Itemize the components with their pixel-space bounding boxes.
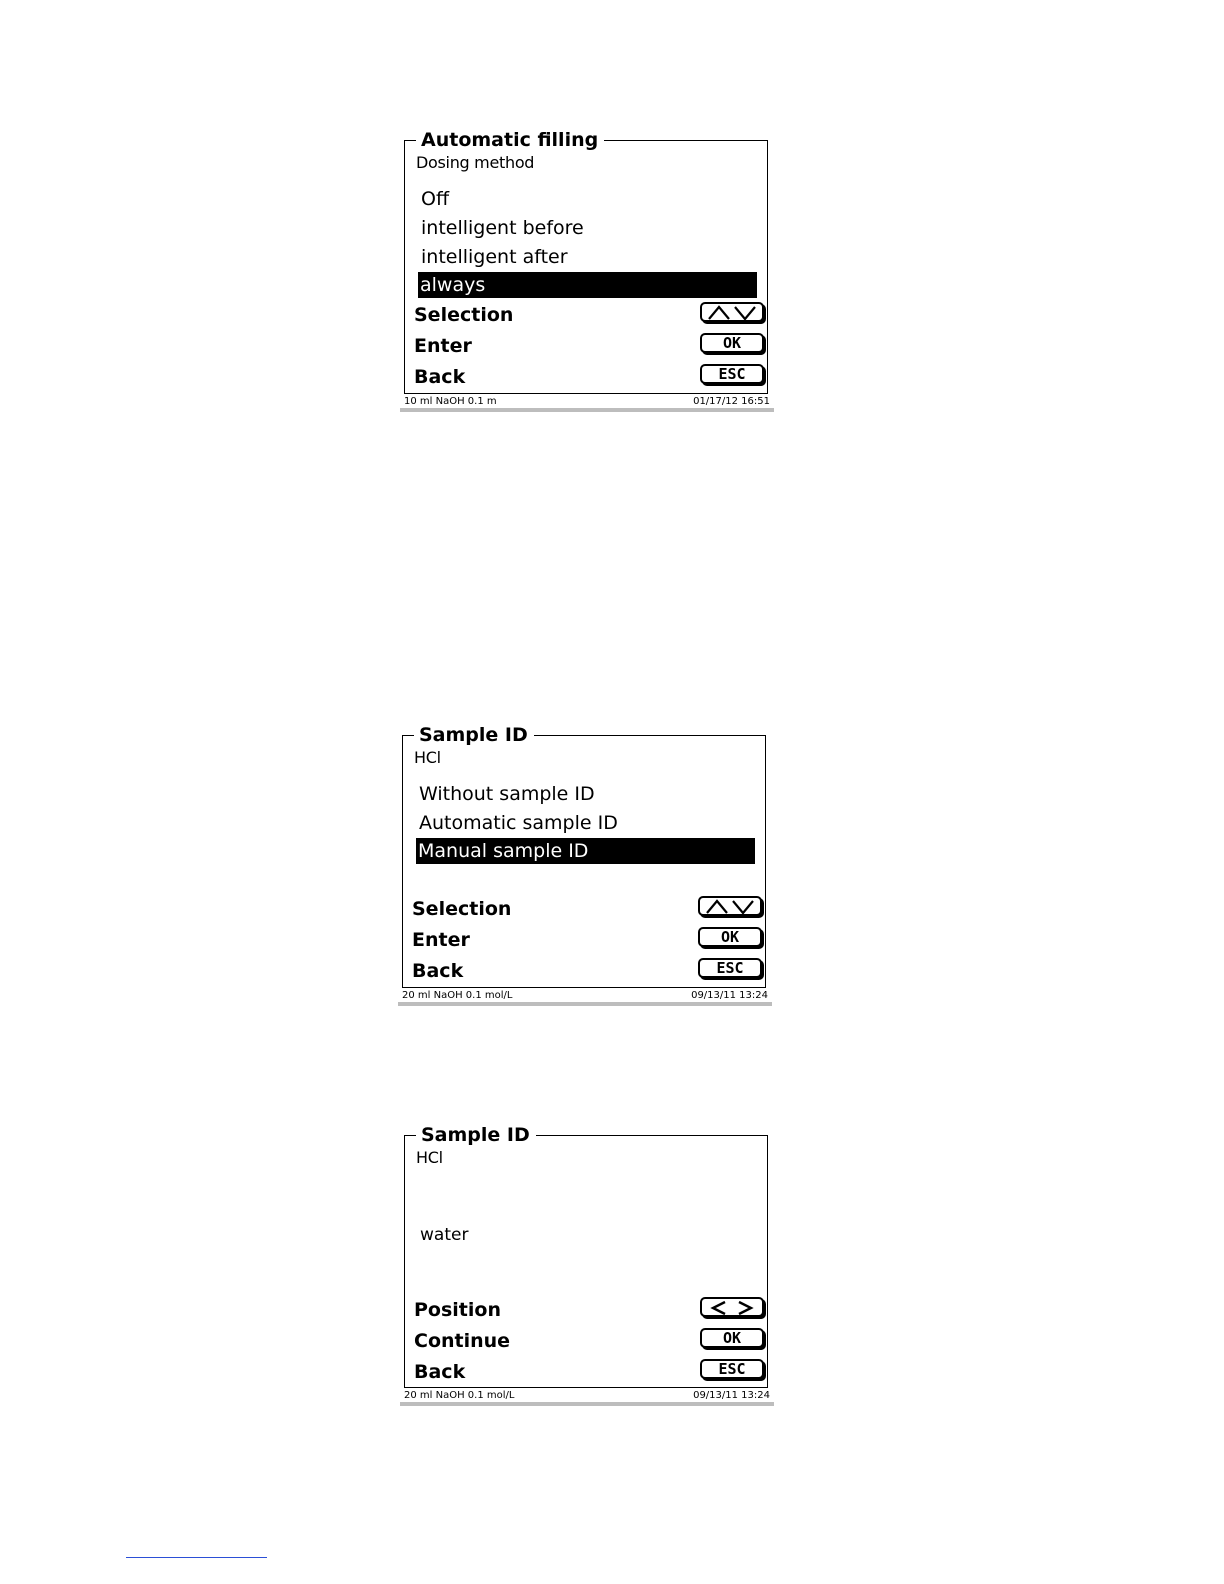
- control-label: Back: [414, 366, 466, 388]
- status-method: 20 ml NaOH 0.1 mol/L: [402, 990, 513, 1001]
- status-bar: [400, 1388, 774, 1406]
- option-intelligent-after[interactable]: intelligent after: [421, 246, 568, 268]
- control-label: Enter: [412, 929, 470, 951]
- control-label: Back: [412, 960, 464, 982]
- control-row-back: [414, 364, 764, 390]
- control-label: Selection: [412, 898, 512, 920]
- screen-frame: [402, 724, 766, 988]
- status-datetime: 01/17/12 16:51: [693, 396, 770, 407]
- screen-subtitle: HCl: [414, 748, 441, 767]
- control-label: Selection: [414, 304, 514, 326]
- option-without-sample-id[interactable]: Without sample ID: [419, 783, 595, 805]
- left-right-arrows-icon: [705, 1300, 759, 1316]
- screen-frame: [404, 129, 768, 394]
- screen-title: Automatic filling: [416, 129, 604, 151]
- esc-key[interactable]: ESC: [698, 958, 762, 978]
- ok-key[interactable]: OK: [700, 1328, 764, 1348]
- control-label: Continue: [414, 1330, 511, 1352]
- control-row-back: [414, 1359, 764, 1385]
- status-bar: [398, 988, 772, 1006]
- sample-id-value[interactable]: water: [420, 1225, 469, 1245]
- control-label: Position: [414, 1299, 501, 1321]
- sample-id-selection-screen: [398, 724, 772, 1009]
- option-always-selected[interactable]: always: [418, 272, 757, 298]
- control-row-selection: [412, 896, 762, 922]
- automatic-filling-screen: [400, 129, 774, 416]
- option-automatic-sample-id[interactable]: Automatic sample ID: [419, 812, 618, 834]
- control-row-enter: [414, 333, 764, 359]
- control-label: Back: [414, 1361, 466, 1383]
- option-intelligent-before[interactable]: intelligent before: [421, 217, 584, 239]
- control-row-enter: [412, 927, 762, 953]
- option-off[interactable]: Off: [421, 188, 450, 210]
- status-datetime: 09/13/11 13:24: [693, 1390, 770, 1401]
- screen-title: Sample ID: [414, 724, 534, 746]
- status-bar: [400, 394, 774, 412]
- esc-key[interactable]: ESC: [700, 1359, 764, 1379]
- status-method: 10 ml NaOH 0.1 m: [404, 396, 497, 407]
- sample-id-entry-screen: [400, 1124, 774, 1409]
- screen-title: Sample ID: [416, 1124, 536, 1146]
- left-right-arrow-key[interactable]: [700, 1297, 764, 1317]
- status-method: 20 ml NaOH 0.1 mol/L: [404, 1390, 515, 1401]
- up-down-arrow-key[interactable]: [700, 302, 764, 322]
- ok-key[interactable]: OK: [700, 333, 764, 353]
- footnote-separator: [126, 1557, 267, 1558]
- esc-key[interactable]: ESC: [700, 364, 764, 384]
- control-row-position: [414, 1297, 764, 1323]
- screen-subtitle: HCl: [416, 1148, 443, 1167]
- control-label: Enter: [414, 335, 472, 357]
- control-row-selection: [414, 302, 764, 328]
- option-manual-sample-id-selected[interactable]: Manual sample ID: [416, 838, 755, 864]
- up-down-arrows-icon: [703, 899, 757, 915]
- screen-subtitle: Dosing method: [416, 153, 535, 172]
- up-down-arrows-icon: [705, 305, 759, 321]
- up-down-arrow-key[interactable]: [698, 896, 762, 916]
- status-datetime: 09/13/11 13:24: [691, 990, 768, 1001]
- screen-frame: [404, 1124, 768, 1388]
- control-row-back: [412, 958, 762, 984]
- ok-key[interactable]: OK: [698, 927, 762, 947]
- control-row-continue: [414, 1328, 764, 1354]
